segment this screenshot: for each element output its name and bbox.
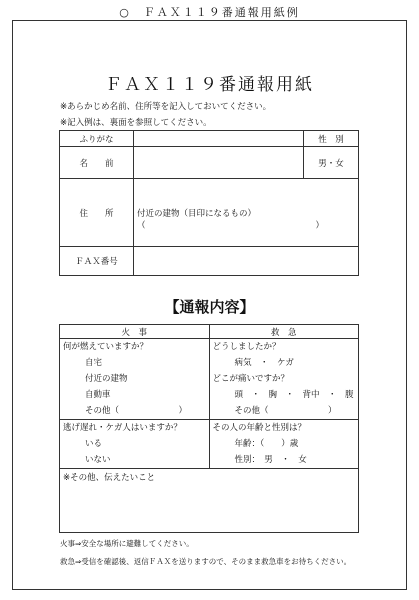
fire-header: 火 事: [60, 325, 210, 339]
furigana-label: ふりがな: [60, 131, 134, 147]
gender-label: 性 別: [304, 131, 359, 147]
emergency-question-age: その人の年齢と性別は？: [212, 423, 307, 433]
emergency-what-cell: [209, 339, 359, 420]
note-prefill: ※あらかじめ名前、住所等を記入しておいてください。: [60, 102, 272, 112]
fire-answer-yes[interactable]: いる: [85, 439, 103, 449]
document-header: ○ ＦＡＸ１１９番通報用紙例: [119, 6, 300, 19]
fire-question-what: 何が燃えていますか？: [63, 342, 149, 352]
address-label: 住 所: [60, 179, 134, 247]
emergency-answer-body[interactable]: 頭 ・ 胸 ・ 背中 ・ 腹: [234, 390, 354, 400]
fire-option-car[interactable]: 自動車: [85, 390, 111, 400]
note-reference: ※記入例は、裏面を参照してください。: [60, 118, 212, 128]
emergency-question-what: どうしましたか？: [212, 342, 281, 352]
other-notes-field[interactable]: [60, 469, 359, 533]
landmark-parens: （ ）: [137, 220, 325, 231]
emergency-question-pain: どこが痛いですか？: [212, 374, 290, 384]
fire-answer-no[interactable]: いない: [85, 455, 111, 465]
furigana-field[interactable]: [134, 131, 304, 147]
fax-field[interactable]: [134, 247, 359, 276]
emergency-person-cell: [209, 420, 359, 469]
report-title: 【通報内容】: [164, 298, 255, 316]
footer-emergency: 救急⇒受信を確認後、返信ＦＡＸを送りますので、そのまま救急車をお待ちください。: [60, 557, 352, 566]
footer-fire: 火事⇒安全な場所に避難してください。: [60, 539, 194, 548]
other-notes-label: ※その他、伝えたいこと: [63, 473, 156, 483]
landmark-label: 付近の建物（目印になるもの）: [137, 208, 257, 219]
fire-option-nearby[interactable]: 付近の建物: [85, 374, 128, 384]
fire-question-injured: 逃げ遅れ・ケガ人はいますか？: [63, 423, 182, 433]
emergency-answer-illness[interactable]: 病気 ・ ケガ: [234, 358, 294, 368]
gender-options[interactable]: 男・女: [304, 147, 359, 179]
form-title: ＦＡＸ１１９番通報用紙: [105, 75, 314, 95]
name-field[interactable]: [134, 147, 304, 179]
personal-info-table: [59, 130, 359, 276]
emergency-answer-other[interactable]: その他（ ）: [234, 406, 337, 416]
name-label: 名 前: [60, 147, 134, 179]
fire-what-cell: [60, 339, 210, 420]
emergency-sex[interactable]: 性別： 男 ・ 女: [234, 455, 307, 465]
fax-label: ＦＡＸ番号: [60, 247, 134, 276]
report-table: [59, 324, 359, 533]
emergency-header: 救 急: [209, 325, 359, 339]
fire-option-home[interactable]: 自宅: [85, 358, 103, 368]
fire-option-other[interactable]: その他（ ）: [85, 406, 188, 416]
address-field[interactable]: [134, 179, 359, 247]
fire-injured-cell: [60, 420, 210, 469]
emergency-age[interactable]: 年齢：（ ）歳: [234, 439, 299, 449]
